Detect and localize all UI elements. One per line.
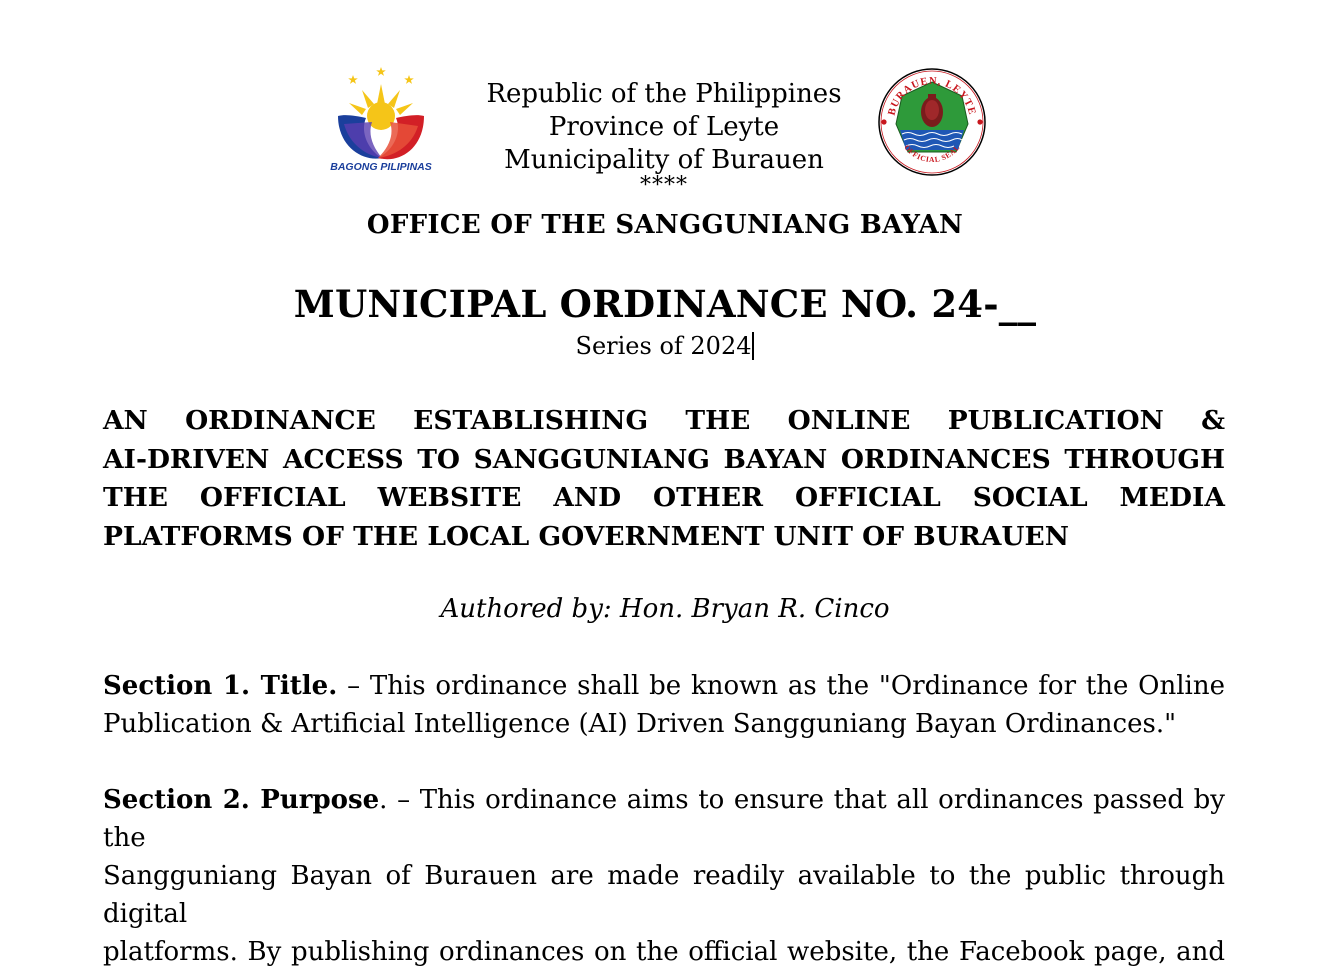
letterhead-text [440, 78, 888, 198]
office-heading: OFFICE OF THE SANGGUNIANG BAYAN [366, 210, 964, 240]
burauen-official-seal [876, 66, 988, 178]
section-1 [103, 667, 1225, 743]
republic-line: Republic of the Philippines [486, 79, 842, 109]
ordinance-number: MUNICIPAL ORDINANCE NO. 24-__ [293, 282, 1037, 326]
section-1-line [103, 667, 1225, 705]
title-line: AI-DRIVEN ACCESS TO SANGGUNIANG BAYAN ORDINANCES THROUGH [103, 443, 1225, 475]
bagong-pilipinas-emblem-icon [322, 66, 440, 176]
author-line: Authored by: Hon. Bryan R. Cinco [440, 594, 890, 624]
title-line: AN ORDINANCE ESTABLISHING THE ONLINE PUBLICATION & [103, 405, 1225, 436]
ordinance-title [103, 402, 1225, 556]
section-1-text: – This ordinance shall be known as the "Ordinance for the Online [337, 671, 1225, 701]
text-cursor [752, 332, 754, 360]
seal-top-text: BURAUEN, LEYTE [886, 75, 978, 117]
letterhead [0, 62, 1330, 212]
series-text: Series of 2024 [575, 332, 752, 360]
section-2-line: platforms. By publishing ordinances on the official website, the Facebook page, and [103, 937, 1225, 967]
section-2-heading: Section 2. Purpose [103, 785, 380, 815]
title-line: THE OFFICIAL WEBSITE AND OTHER OFFICIAL SOCIAL MEDIA [103, 482, 1225, 513]
section-2-text: . – This ordinance aims to ensure that all ordinances passed by the [103, 785, 1225, 853]
left-logo-label: BAGONG PILIPINAS [330, 161, 432, 173]
section-1-heading: Section 1. Title. [103, 671, 338, 701]
municipality-line: Municipality of Burauen [504, 145, 824, 175]
seal-bottom-text: OFFICIAL SEAL [902, 142, 962, 165]
asterisk-divider: **** [640, 173, 688, 198]
province-line: Province of Leyte [548, 112, 780, 142]
bagong-pilipinas-logo [322, 66, 440, 176]
series-line[interactable] [0, 332, 1330, 360]
section-2-line: Sangguniang Bayan of Burauen are made readily available to the public through digital [103, 861, 1225, 929]
section-2 [103, 781, 1225, 971]
title-line: PLATFORMS OF THE LOCAL GOVERNMENT UNIT OF BURAUEN [103, 520, 1069, 552]
municipal-seal-icon [876, 66, 988, 178]
section-1-line: Publication & Artificial Intelligence (AI) Driven Sangguniang Bayan Ordinances." [103, 709, 1177, 739]
section-2-line [103, 781, 1225, 857]
